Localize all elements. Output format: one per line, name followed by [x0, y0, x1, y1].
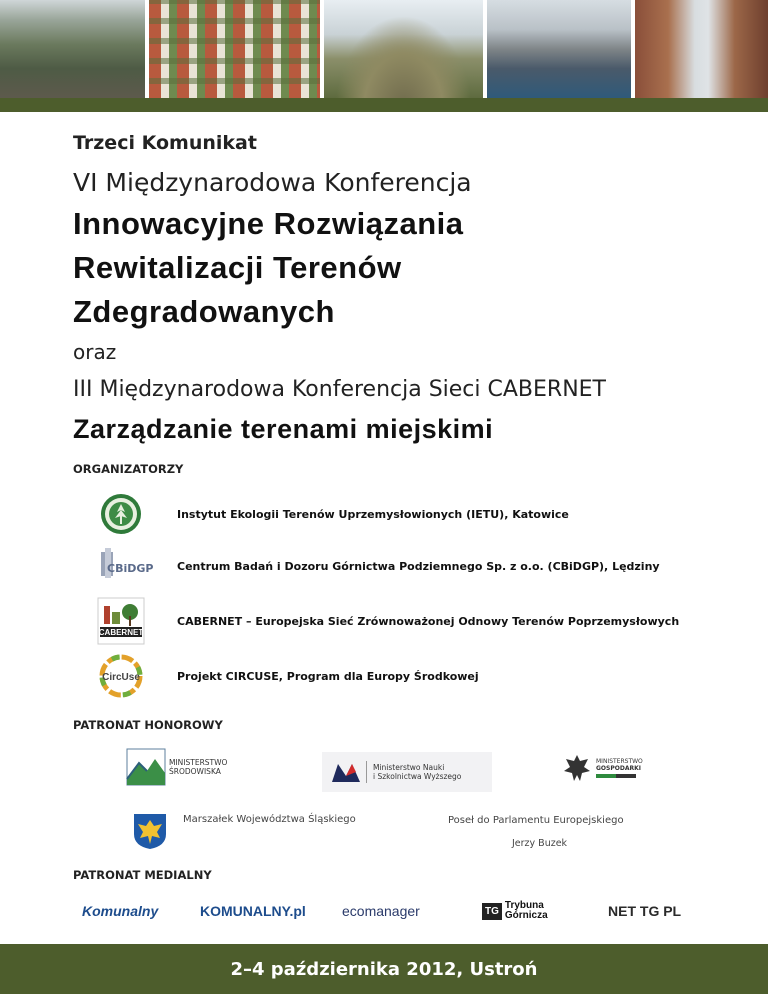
main-title-line: Innowacyjne Rozwiązania — [73, 206, 464, 241]
ministerstwo-srodowiska-logo — [127, 749, 227, 785]
ministerstwo-srodowiska-line: ŚRODOWISKA — [169, 767, 221, 776]
cabernet-logo-text: CABERNET — [98, 628, 144, 637]
organizer-circuse: Projekt CIRCUSE, Program dla Europy Środkowej — [177, 670, 479, 683]
conference-heading: VI Międzynarodowa Konferencja — [73, 168, 472, 197]
media-heading: PATRONAT MEDIALNY — [73, 868, 212, 882]
slaskie-coat-of-arms-icon — [132, 812, 168, 850]
ministerstwo-gospodarki-line: MINISTERSTWO — [596, 758, 643, 765]
conference2-heading: III Międzynarodowa Konferencja Sieci CABERNET — [73, 377, 606, 402]
organizer-ietu: Instytut Ekologii Terenów Uprzemysłowionych (IETU), Katowice — [177, 508, 569, 521]
ministerstwo-nauki-icon — [332, 762, 360, 782]
main-title — [73, 202, 633, 334]
ministerstwo-gospodarki-logo — [562, 753, 643, 783]
ministerstwo-nauki-line: Ministerstwo Nauki — [373, 763, 445, 772]
circuse-logo-icon — [97, 653, 145, 699]
footer-bar — [0, 944, 768, 994]
posel-name: Jerzy Buzek — [512, 838, 568, 849]
gospodarki-stripe — [596, 774, 636, 778]
tg-badge-icon: TG — [482, 903, 502, 920]
organizers-heading: ORGANIZATORZY — [73, 462, 184, 476]
ministerstwo-nauki-line: i Szkolnictwa Wyższego — [373, 772, 462, 781]
ietu-logo-icon — [97, 492, 145, 536]
trybuna-gornicza-logo-text: Trybuna Górnicza — [504, 900, 548, 921]
ministerstwo-srodowiska-line: MINISTERSTWO — [169, 758, 228, 767]
komunalny-logo — [82, 900, 158, 922]
photo-housing-estate — [149, 0, 320, 98]
photo-spoil-heap — [324, 0, 483, 98]
photo-aerial-town — [0, 0, 145, 98]
document-subtitle: Trzeci Komunikat — [73, 132, 257, 154]
nettg-logo — [608, 900, 681, 922]
header-accent-bar — [0, 98, 768, 112]
main-title-line: Zdegradowanych — [73, 294, 335, 329]
main-title-line: Rewitalizacji Terenów — [73, 250, 402, 285]
photo-industrial-river — [487, 0, 630, 98]
event-date-place: 2–4 października 2012, Ustroń — [230, 958, 538, 980]
nettg-logo-text: NET TG PL — [608, 903, 682, 919]
ministerstwo-srodowiska-icon — [127, 749, 165, 785]
cbidgp-logo-icon — [97, 542, 154, 586]
photo-street — [635, 0, 768, 98]
organizer-cabernet: CABERNET – Europejska Sieć Zrównoważonej Odnowy Terenów Poprzemysłowych — [177, 615, 680, 628]
ministerstwo-gospodarki-line: GOSPODARKI — [596, 765, 641, 772]
ecomanager-logo-text: ecomanager — [342, 903, 420, 919]
trybuna-gornicza-logo — [482, 900, 547, 922]
cabernet-logo-icon — [97, 598, 145, 644]
komunalny-pl-logo-text: KOMUNALNY.pl — [200, 903, 306, 919]
conference2-title: Zarządzanie terenami miejskimi — [73, 414, 494, 444]
komunalny-pl-logo — [200, 900, 306, 922]
honorary-heading: PATRONAT HONOROWY — [73, 718, 223, 732]
komunalny-logo-text: Komunalny — [82, 903, 159, 919]
ministerstwo-nauki-logo — [322, 752, 492, 792]
eagle-emblem-icon — [562, 753, 592, 783]
marszalek-label: Marszałek Województwa Śląskiego — [183, 814, 356, 825]
organizer-cbidgp: Centrum Badań i Dozoru Górnictwa Podziemnego Sp. z o.o. (CBiDGP), Lędziny — [177, 560, 660, 573]
posel-label: Poseł do Parlamentu Europejskiego — [448, 815, 624, 826]
circuse-logo-text: CircUse — [102, 672, 140, 683]
cbidgp-logo-text: CBiDGP — [107, 562, 154, 575]
ecomanager-logo — [342, 900, 420, 922]
photo-banner — [0, 0, 768, 98]
conjunction-text: oraz — [73, 340, 117, 364]
